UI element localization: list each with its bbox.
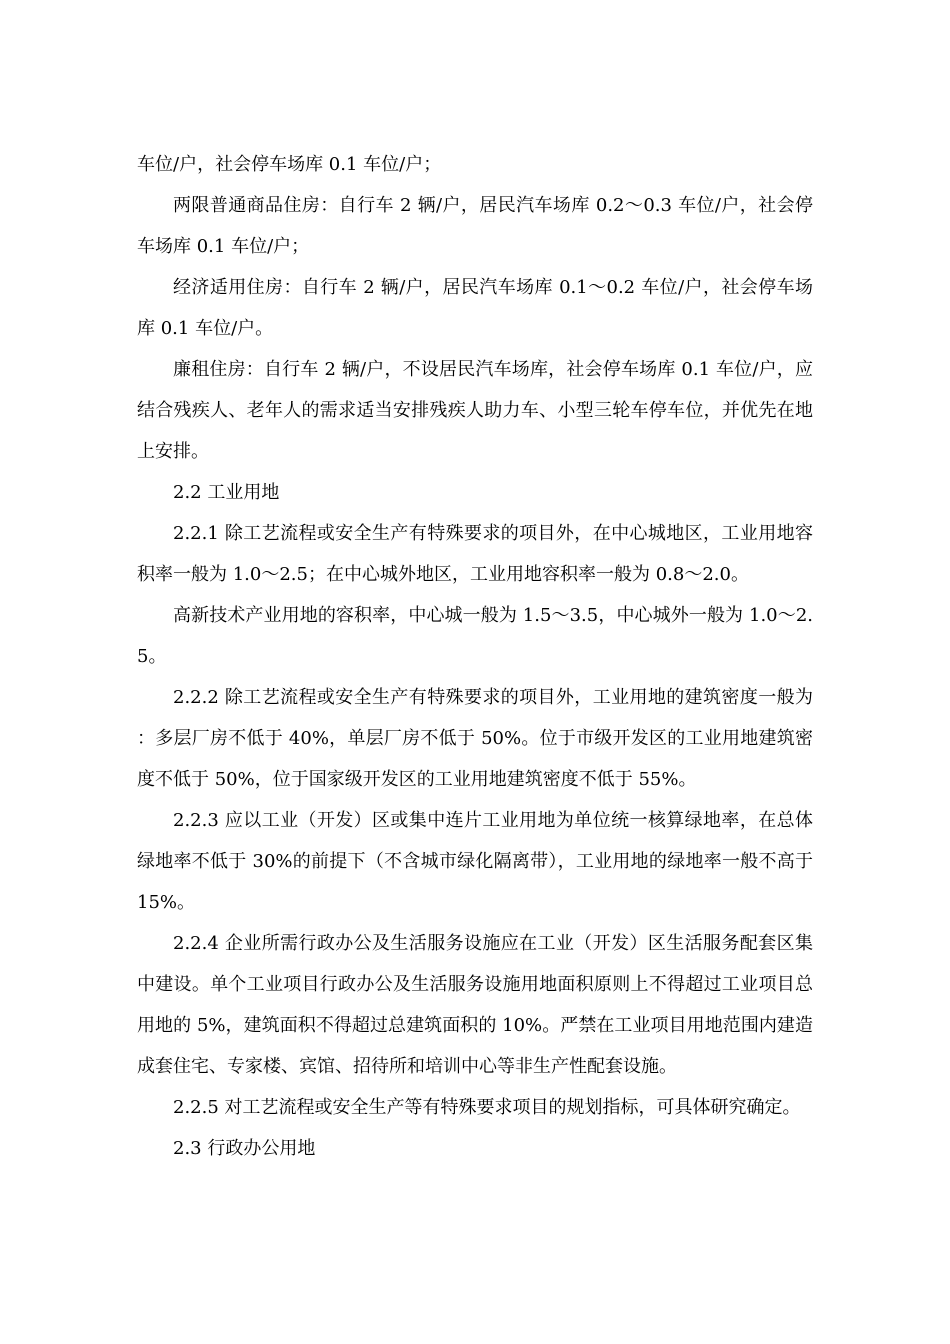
paragraph-2-2-3: 2.2.3 应以工业（开发）区或集中连片工业用地为单位统一核算绿地率，在总体绿地率不低于 30%的前提下（不含城市绿化隔离带），工业用地的绿地率一般不高于 15%。 — [137, 810, 813, 913]
section-heading-industrial-land: 2.2 工业用地 — [173, 482, 280, 503]
paragraph-limited-price-housing: 两限普通商品住房：自行车 2 辆/户，居民汽车场库 0.2～0.3 车位/户，社会停车场库 0.1 车位/户； — [137, 195, 813, 257]
paragraph-2-2-4: 2.2.4 企业所需行政办公及生活服务设施应在工业（开发）区生活服务配套区集中建设。单个工业项目行政办公及生活服务设施用地面积原则上不得超过工业项目总用地的 5%，建筑面积不得超过总建筑面积的 10%。严禁在工业项目用地范围内建造成套住宅、专家楼、宾馆、招待所和培训中心等非生产性配套设施。 — [137, 933, 813, 1077]
paragraph-affordable-housing: 经济适用住房：自行车 2 辆/户，居民汽车场库 0.1～0.2 车位/户，社会停车场库 0.1 车位/户。 — [137, 277, 813, 339]
paragraph-continued-parking: 车位/户，社会停车场库 0.1 车位/户； — [137, 154, 442, 175]
paragraph-2-2-1: 2.2.1 除工艺流程或安全生产有特殊要求的项目外，在中心城地区，工业用地容积率一般为 1.0～2.5；在中心城外地区，工业用地容积率一般为 0.8～2.0。 — [137, 523, 813, 585]
paragraph-high-tech-ratio: 高新技术产业用地的容积率，中心城一般为 1.5～3.5，中心城外一般为 1.0～2.5。 — [137, 605, 813, 667]
paragraph-2-2-2: 2.2.2 除工艺流程或安全生产有特殊要求的项目外，工业用地的建筑密度一般为：多层厂房不低于 40%，单层厂房不低于 50%。位于市级开发区的工业用地建筑密度不低于 50%，位于国家级开发区的工业用地建筑密度不低于 55%。 — [137, 687, 813, 790]
document-page — [137, 144, 813, 1169]
paragraph-low-rent-housing: 廉租住房：自行车 2 辆/户，不设居民汽车场库，社会停车场库 0.1 车位/户，应结合残疾人、老年人的需求适当安排残疾人助力车、小型三轮车停车位，并优先在地上安排。 — [137, 359, 813, 462]
section-heading-office-land: 2.3 行政办公用地 — [173, 1138, 316, 1159]
paragraph-2-2-5: 2.2.5 对工艺流程或安全生产等有特殊要求项目的规划指标，可具体研究确定。 — [173, 1097, 801, 1118]
